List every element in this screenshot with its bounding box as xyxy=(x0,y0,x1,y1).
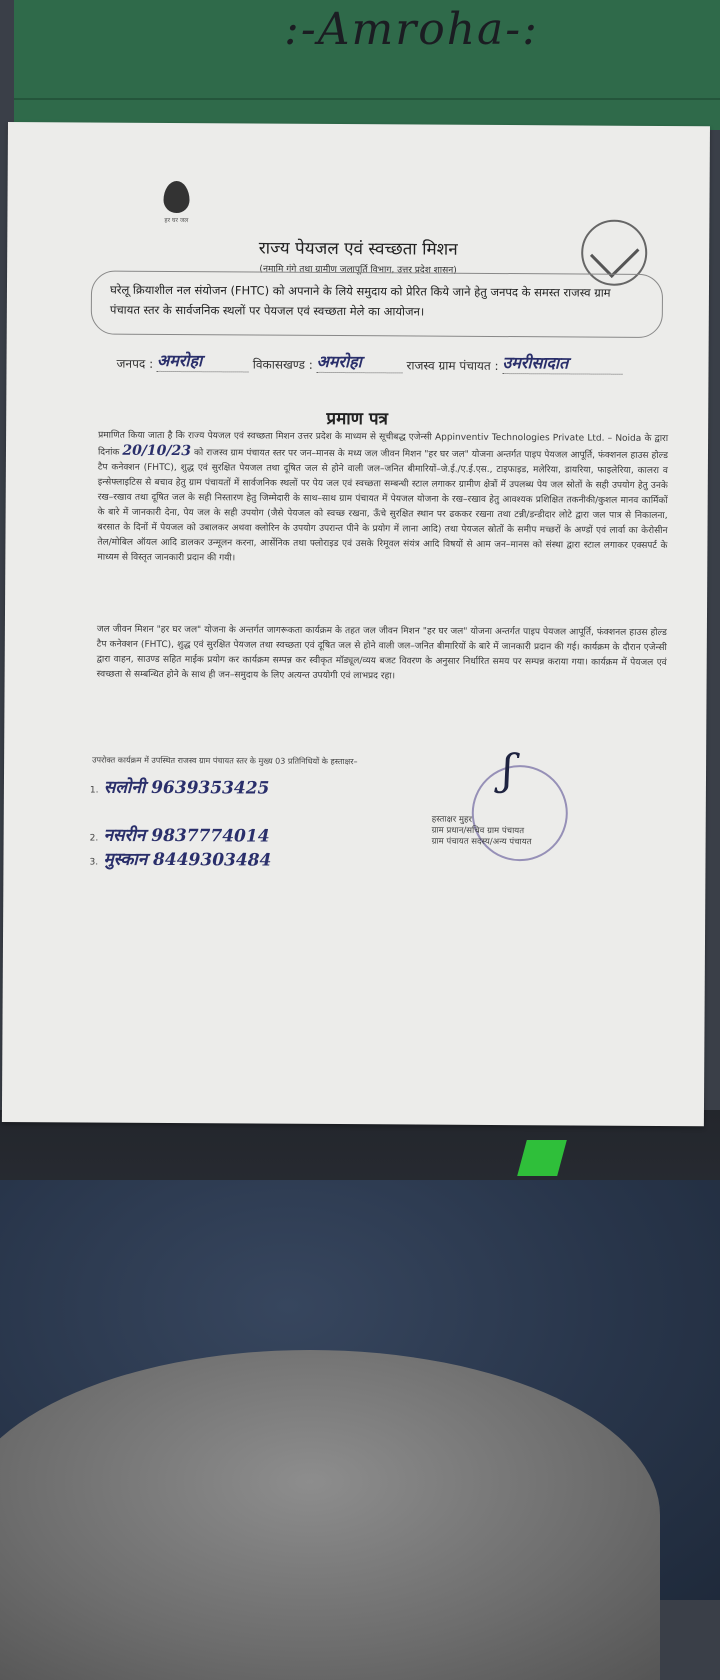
signatory-number: 2. xyxy=(89,833,99,844)
event-date: 20/10/23 xyxy=(122,442,192,460)
signature-line-2: ग्राम प्रधान/सचिव ग्राम पंचायत xyxy=(431,825,525,837)
signatory-number: 1. xyxy=(89,785,99,796)
signature-mark-icon: ʃ xyxy=(501,745,514,795)
signature-line-1: हस्ताक्षर मुहर xyxy=(431,814,472,825)
folder-line xyxy=(14,98,720,100)
green-folder xyxy=(14,0,720,130)
certificate-paper xyxy=(2,122,710,1126)
signatory-3 xyxy=(89,847,271,871)
location-fields xyxy=(116,349,676,382)
certificate-paragraph-1 xyxy=(97,429,668,569)
signatory-1 xyxy=(90,775,270,799)
event-banner: घरेलू क्रियाशील नल संयोजन (FHTC) को अपनाने के लिये समुदाय को प्रेरित किये जाने हेतु जनपद के समस्त राजस्व ग्राम पंचायत स्तर के सार्वजनिक स्थलों पर पेयजल एवं स्वच्छता मेले का आयोजन। xyxy=(91,271,663,338)
water-drop-icon xyxy=(163,181,189,213)
block-value: अमरोहा xyxy=(317,350,403,374)
signatory-2 xyxy=(90,823,270,847)
har-ghar-jal-logo xyxy=(149,181,203,225)
handwritten-title: :-Amroha-: xyxy=(284,4,539,55)
signatory-entry: नसरीन 9837774014 xyxy=(103,825,270,847)
signature-line-3: ग्राम पंचायत सदस्य/अन्य पंचायत xyxy=(431,836,532,848)
district-value: अमरोहा xyxy=(157,349,249,373)
logo-caption: हर घर जल xyxy=(164,216,189,225)
gram-panchayat-value: उमरीसादात xyxy=(502,351,622,375)
org-subtitle: (नमामि गंगे तथा ग्रामीण जलापूर्ति विभाग, उत्तर प्रदेश शासन) xyxy=(259,264,457,276)
paragraph-1-body: को राजस्व ग्राम पंचायत स्तर पर जन–मानस के मध्य जल जीवन मिशन "हर घर जल" योजना अन्तर्गत पाइप पेयजल आपूर्ति, फंक्शनल हाउस होल्ड टैप कनेक्शन (FHTC), शुद्ध एवं सुरक्षित पेयजल तथा दूषित जल से होने वाली जल–जनित बीमारियों–जे.ई./ए.ई.एस., टाइफाइड, मलेरिया, डायरिया, फाइलेरिया, कालरा व इन्सेफ्लाइटिस से बचाव हेतु ग्राम पंचायतों में सार्वजनिक स्थलों पर पेय जल एवं स्वच्छता सम्बन्धी स्टाल लगाकर ग्रामीण क्षेत्रों में उपलब्ध पेय जल स्रोतों के सही उपयोग हेतु उनके रख–रखाव तथा दूषित जल के सही निस्तारण हेतु जिम्मेदारी के साथ–साथ ग्राम पंचायत में पेयजल योजना के रख–रखाव हेतु आवश्यक प्रशिक्षित तकनीकी/कुशल मानव कार्मिकों के बारे में जानकारी देना, पेय जल के सही उपयोग (जैसे पेयजल को स्वच्छ रखना, ऊँचे सुरक्षित स्थान पर ढककर रखना तथा टन्नी/डन्डीदार लोटे द्वारा जल पात्र से निकालना, बरसात के दिनों में पेयजल को उबालकर अथवा क्लोरिन के उपयोग उपरान्त पीने के प्रयोग में लाना आदि) तथा पेयजल स्रोतों के समीप मच्छरों के अण्डों एवं लार्वा का केरोसीन तेल/मोबिल ऑयल आदि डालकर उन्मूलन करना, आर्सेनिक तथा फ्लोराइड एवं उसके रिमूवल संयंत्र आदि विषयों से आम जन–मानस को संस्था द्वारा स्टाल लगाकर एक्सपर्ट के माध्यम से विस्तृत जानकारी प्रदान की गयी। xyxy=(97,448,668,564)
certificate-heading: प्रमाण पत्र xyxy=(326,408,389,430)
gram-panchayat-label: राजस्व ग्राम पंचायत : xyxy=(406,358,499,374)
paragraph-1-intro: प्रमाणित किया जाता है कि राज्य पेयजल एवं स्वच्छता मिशन उत्तर प्रदेश के माध्यम से सूचीबद्ध एजेन्सी Appinventiv Technologies Private Ltd. – Noida के द्वारा दिनांक xyxy=(97,430,669,458)
signatory-entry: मुस्कान 8449303484 xyxy=(103,849,272,871)
signatory-number: 3. xyxy=(89,857,99,868)
district-label: जनपद : xyxy=(116,356,154,371)
block-label: विकासखण्ड : xyxy=(252,357,313,372)
certificate-paragraph-2: जल जीवन मिशन "हर घर जल" योजना के अन्तर्गत जागरूकता कार्यक्रम के तहत जल जीवन मिशन "हर घर जल" योजना अन्तर्गत पाइप पेयजल आपूर्ति, फंक्शनल हाउस होल्ड टैप कनेक्शन (FHTC), शुद्ध एवं सुरक्षित पेयजल तथा स्वच्छता एवं दूषित जल से होने वाली जल–जनित बीमारियों के बारे में जानकारी प्रदान की गई। कार्यक्रम के दौरान एजेन्सी द्वारा वाहन, साउण्ड सहित माईक प्रयोग कर कार्यक्रम सम्पन्न कर स्वीकृत मॉड्यूल/व्यय बजट विवरण के अनुसार निर्धारित समय पर सम्पन्न कराया गया। कार्यक्रम में पेयजल एवं स्वच्छता से सम्बन्धित होने के साथ ही जन–समुदाय के लिए अत्यन्त उपयोगी एवं लाभप्रद रहा। xyxy=(96,624,667,682)
grey-sweater xyxy=(0,1350,660,1680)
org-title: राज्य पेयजल एवं स्वच्छता मिशन xyxy=(258,238,458,260)
signatory-entry: सलोनी 9639353425 xyxy=(103,777,270,799)
signature-block xyxy=(432,815,582,849)
signatories-intro: उपरोक्त कार्यक्रम में उपस्थित राजस्व ग्राम पंचायत स्तर के मुख्य 03 प्रतिनिधियों के हस्ताक्षर– xyxy=(92,755,358,767)
